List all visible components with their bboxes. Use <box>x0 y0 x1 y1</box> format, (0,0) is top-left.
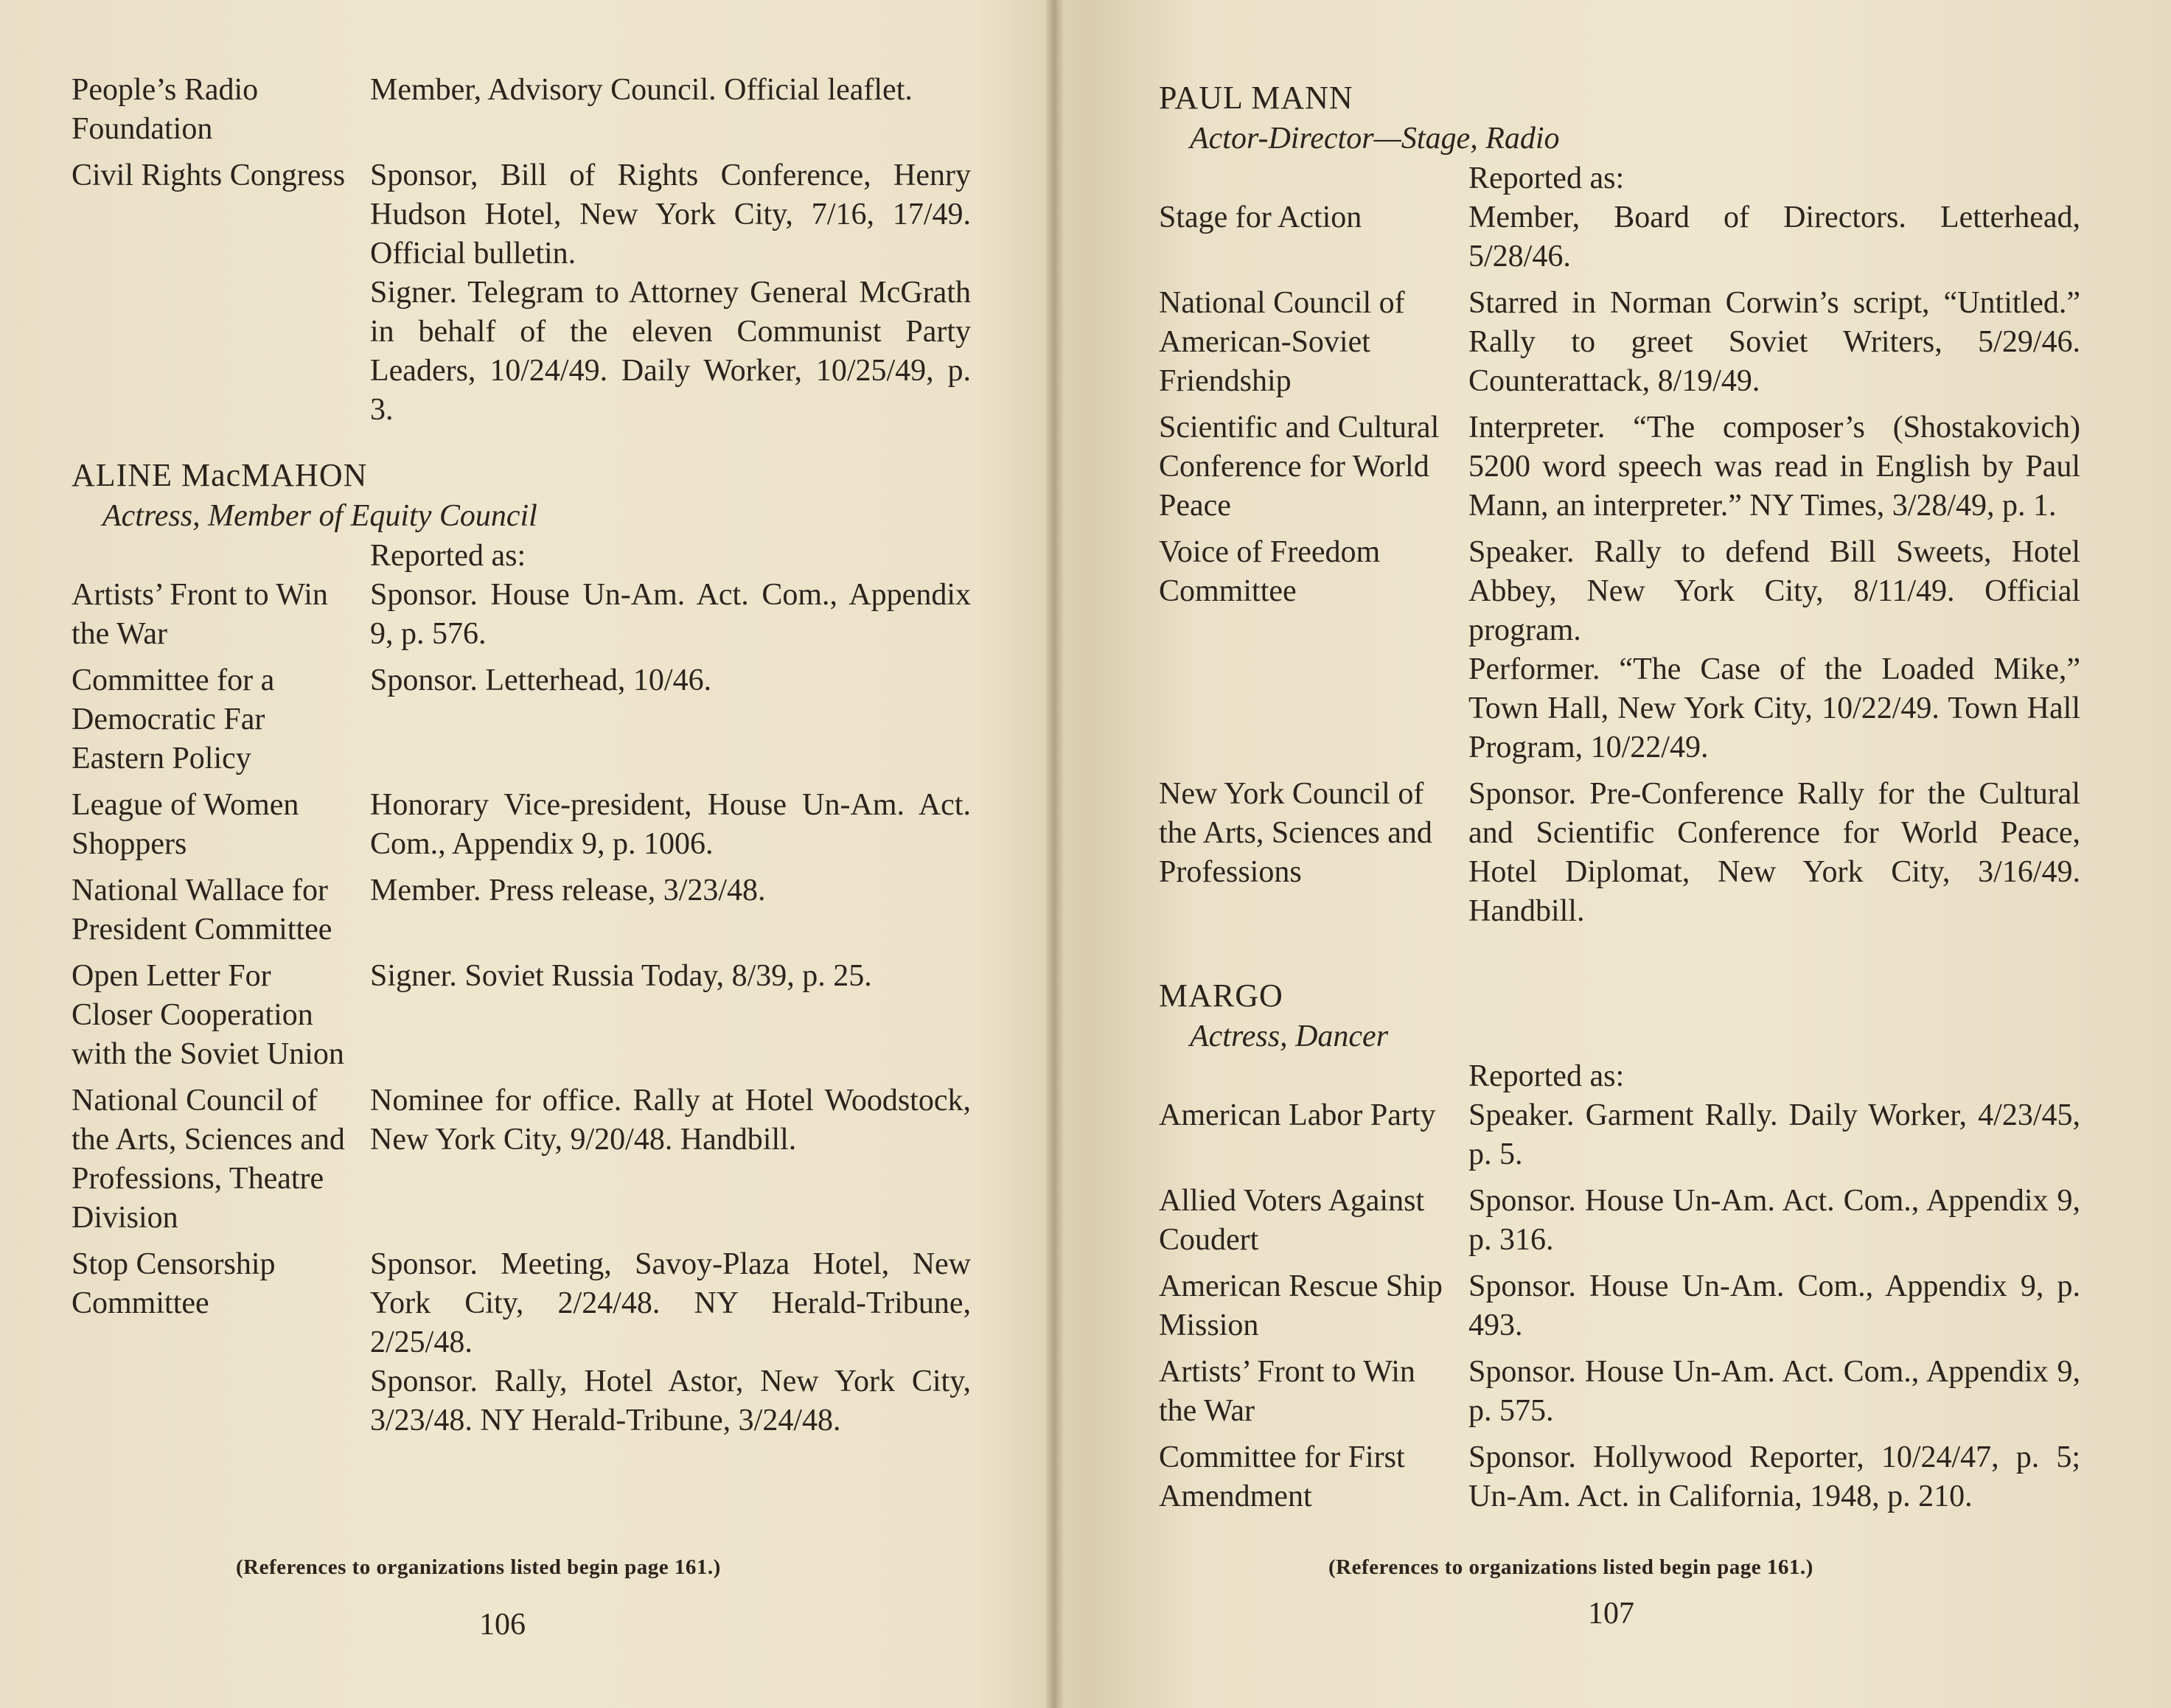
page-number: 106 <box>479 1608 526 1642</box>
entry-detail: Sponsor. House Un-Am. Act. Com., Appendix 9, p. 316. <box>1468 1184 2080 1257</box>
organization-name: National Wallace for President Committee <box>72 874 332 947</box>
entry-details <box>1468 198 2080 276</box>
entry-row <box>1159 1182 2080 1260</box>
person-name: ALINE MacMAHON <box>72 457 368 493</box>
right-page-content <box>1159 77 2080 1524</box>
entry-details <box>370 1245 971 1440</box>
right-page <box>1063 0 2171 1708</box>
entry-details <box>370 661 971 778</box>
entry-detail: Sponsor. House Un-Am. Act. Com., Appendix 9, p. 576. <box>370 578 971 651</box>
entry-row <box>72 576 971 654</box>
entry-row <box>1159 1438 2080 1516</box>
person-role: Actress, Member of Equity Council <box>102 499 537 533</box>
organization-name: People’s Radio Foundation <box>72 73 259 146</box>
footer-note: (References to organizations listed begin page 161.) <box>236 1555 721 1579</box>
book-gutter <box>1045 0 1063 1708</box>
entry-details <box>1468 284 2080 401</box>
entry-row <box>72 71 971 149</box>
entry-details <box>1468 1353 2080 1431</box>
organization-name: Civil Rights Congress <box>72 158 346 192</box>
entry-row <box>72 1081 971 1238</box>
entry-row <box>72 661 971 778</box>
person-role: Actress, Dancer <box>1190 1019 1389 1053</box>
entry-detail: Sponsor. Meeting, Savoy-Plaza Hotel, New York City, 2/24/48. NY Herald-Tribune, 2/25/48. <box>370 1247 971 1359</box>
entry-detail: Signer. Soviet Russia Today, 8/39, p. 25. <box>370 959 872 993</box>
organization-name: Stop Censorship Committee <box>72 1247 276 1320</box>
entry-detail: Sponsor. Letterhead, 10/46. <box>370 663 712 697</box>
entry-row <box>1159 284 2080 401</box>
entry-detail: Honorary Vice-president, House Un-Am. Act. Com., Appendix 9, p. 1006. <box>370 788 971 861</box>
entry-row <box>72 786 971 864</box>
entry-details <box>370 71 971 149</box>
entry-detail: Speaker. Garment Rally. Daily Worker, 4/23/45, p. 5. <box>1468 1098 2080 1171</box>
entry-detail: Performer. “The Case of the Loaded Mike,” Town Hall, New York City, 10/22/49. Town Hall Program, 10/22/49. <box>1468 652 2080 764</box>
entry-details <box>370 957 971 1074</box>
entry-row <box>72 957 971 1074</box>
reported-as-label: Reported as: <box>370 539 526 573</box>
entry-detail: Interpreter. “The composer’s (Shostakovich) 5200 word speech was read in English by Paul Mann, an interpreter.” NY Times, 3/28/49, p. 1. <box>1468 411 2080 523</box>
entry-details <box>1468 1438 2080 1516</box>
organization-name: National Council of American-Soviet Friendship <box>1159 286 1405 398</box>
entry-detail: Sponsor. House Un-Am. Act. Com., Appendix 9, p. 575. <box>1468 1355 2080 1428</box>
entry-detail: Sponsor. House Un-Am. Com., Appendix 9, p. 493. <box>1468 1269 2080 1342</box>
person-name: MARGO <box>1159 977 1283 1014</box>
organization-name: Committee for First Amendment <box>1159 1440 1405 1513</box>
person-name: PAUL MANN <box>1159 80 1353 116</box>
entry-detail: Sponsor, Bill of Rights Conference, Henry Hudson Hotel, New York City, 7/16, 17/49. Official bulletin. <box>370 158 971 271</box>
organization-name: Committee for a Democratic Far Eastern Policy <box>72 663 275 775</box>
organization-name: Stage for Action <box>1159 201 1362 234</box>
entry-row <box>72 1245 971 1440</box>
entry-details <box>1468 1182 2080 1260</box>
entry-details <box>370 786 971 864</box>
organization-name: National Council of the Arts, Sciences and Professions, Theatre Division <box>72 1084 345 1235</box>
organization-name: American Rescue Ship Mission <box>1159 1269 1443 1342</box>
entry-details <box>1468 775 2080 931</box>
page-number: 107 <box>1588 1597 1634 1631</box>
entry-row <box>1159 198 2080 276</box>
entry-row <box>1159 1353 2080 1431</box>
organization-name: Allied Voters Against Coudert <box>1159 1184 1425 1257</box>
entry-details <box>1468 533 2080 767</box>
person-role: Actor-Director—Stage, Radio <box>1190 122 1560 156</box>
reported-as-label: Reported as: <box>1468 161 1625 195</box>
entry-detail: Member, Advisory Council. Official leaflet. <box>370 73 913 107</box>
entry-detail: Member, Board of Directors. Letterhead, 5/28/46. <box>1468 201 2080 273</box>
organization-name: Voice of Freedom Committee <box>1159 535 1381 608</box>
reported-as-label: Reported as: <box>1468 1059 1625 1093</box>
entry-detail: Sponsor. Rally, Hotel Astor, New York City, 3/23/48. NY Herald-Tribune, 3/24/48. <box>370 1364 971 1437</box>
entry-details <box>1468 1267 2080 1345</box>
entry-detail: Sponsor. Hollywood Reporter, 10/24/47, p. 5; Un-Am. Act. in California, 1948, p. 210. <box>1468 1440 2080 1513</box>
organization-name: New York Council of the Arts, Sciences and Professions <box>1159 777 1432 889</box>
entry-row <box>72 871 971 949</box>
left-page-content <box>72 71 971 1448</box>
entry-row <box>1159 1096 2080 1174</box>
entry-row <box>1159 775 2080 931</box>
entry-row <box>72 156 971 430</box>
entry-detail: Sponsor. Pre-Conference Rally for the Cultural and Scientific Conference for World Peace, Hotel Diplomat, New York City, 3/16/49. Handbill. <box>1468 777 2080 928</box>
organization-name: Open Letter For Closer Cooperation with the Soviet Union <box>72 959 344 1071</box>
entry-detail: Signer. Telegram to Attorney General McGrath in behalf of the eleven Communist Party Leaders, 10/24/49. Daily Worker, 10/25/49, p. 3. <box>370 276 971 427</box>
organization-name: American Labor Party <box>1159 1098 1436 1132</box>
organization-name: Artists’ Front to Win the War <box>1159 1355 1415 1428</box>
entry-detail: Starred in Norman Corwin’s script, “Untitled.” Rally to greet Soviet Writers, 5/29/46. Counterattack, 8/19/49. <box>1468 286 2080 398</box>
entry-details <box>1468 408 2080 526</box>
organization-name: League of Women Shoppers <box>72 788 299 861</box>
left-page <box>0 0 1045 1708</box>
entry-details <box>370 871 971 949</box>
entry-row <box>1159 408 2080 526</box>
entry-details <box>370 576 971 654</box>
organization-name: Scientific and Cultural Conference for World Peace <box>1159 411 1440 523</box>
footer-note: (References to organizations listed begin page 161.) <box>1328 1555 1813 1579</box>
entry-row <box>1159 1267 2080 1345</box>
entry-detail: Nominee for office. Rally at Hotel Woodstock, New York City, 9/20/48. Handbill. <box>370 1084 971 1157</box>
entry-detail: Speaker. Rally to defend Bill Sweets, Hotel Abbey, New York City, 8/11/49. Official program. <box>1468 535 2080 647</box>
entry-details <box>370 1081 971 1238</box>
entry-details <box>1468 1096 2080 1174</box>
organization-name: Artists’ Front to Win the War <box>72 578 328 651</box>
entry-details <box>370 156 971 430</box>
entry-row <box>1159 533 2080 767</box>
entry-detail: Member. Press release, 3/23/48. <box>370 874 766 907</box>
